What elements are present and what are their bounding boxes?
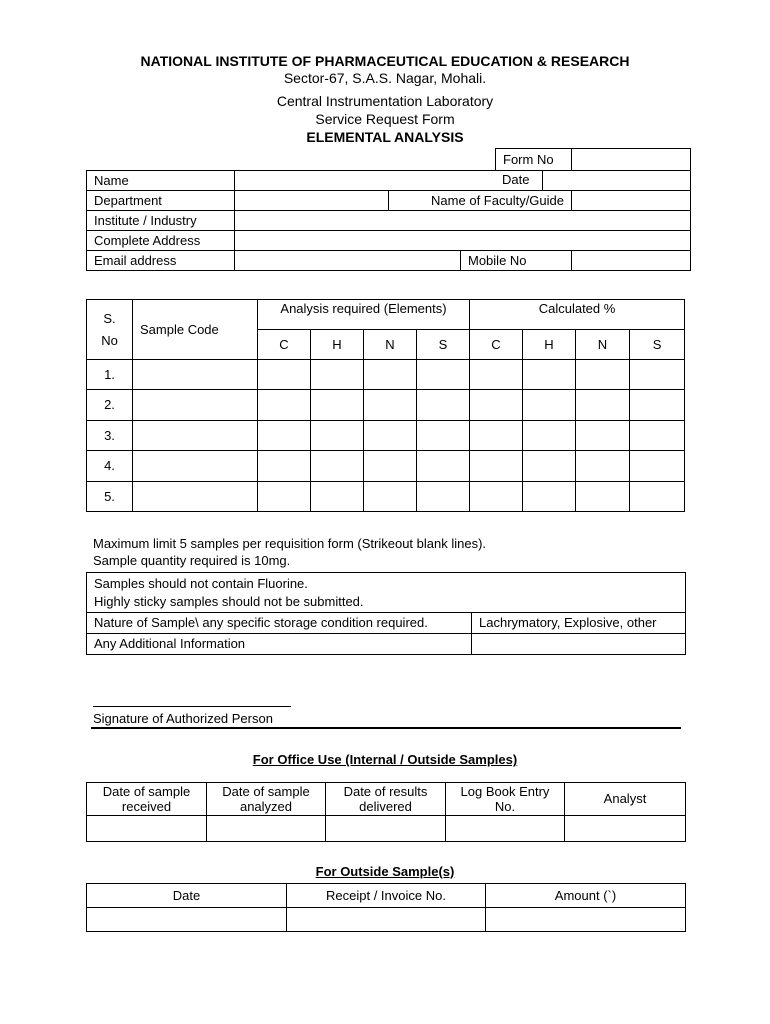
mobile-label: Mobile No: [461, 251, 572, 271]
address-field[interactable]: [235, 231, 691, 251]
sticky-note: Highly sticky samples should not be submitted.: [94, 593, 364, 609]
signature-label: Signature of Authorized Person: [93, 711, 273, 726]
date-field[interactable]: [572, 171, 691, 191]
signature-line: [93, 706, 291, 707]
additional-info-label: Any Additional Information: [87, 634, 472, 655]
row-number: 3.: [87, 421, 133, 451]
name-field[interactable]: [235, 171, 543, 191]
institute-label: Institute / Industry: [87, 211, 235, 231]
amount-header: Amount (`): [486, 884, 686, 908]
element-n-calculated: N: [576, 330, 630, 360]
address-label: Complete Address: [87, 231, 235, 251]
sample-restrictions: [87, 573, 686, 613]
table-row: [87, 360, 685, 390]
row-number: 5.: [87, 482, 133, 512]
table-row: [87, 421, 685, 451]
table-row: [87, 482, 685, 512]
calculated-header: Calculated %: [470, 300, 685, 330]
date-label: Date: [502, 172, 530, 187]
form-no-table: [495, 148, 691, 171]
form-no-field[interactable]: [572, 149, 691, 171]
institute-address: Sector-67, S.A.S. Nagar, Mohali.: [283, 70, 487, 86]
element-c-required: C: [258, 330, 311, 360]
nature-options[interactable]: Lachrymatory, Explosive, other: [472, 613, 686, 634]
office-use-table: [86, 782, 686, 842]
institute-name: NATIONAL INSTITUTE OF PHARMACEUTICAL EDUCATION & RESEARCH: [140, 53, 630, 69]
analyst-header: Analyst: [565, 783, 686, 816]
date-received-header: Date of sample received: [87, 783, 207, 816]
table-row: [87, 451, 685, 482]
element-n-required: N: [364, 330, 417, 360]
department-label: Department: [87, 191, 235, 211]
faculty-label: Name of Faculty/Guide: [389, 191, 572, 211]
sample-code-cell[interactable]: [133, 390, 258, 421]
form-title: ELEMENTAL ANALYSIS: [306, 129, 464, 145]
sample-code-cell[interactable]: [133, 451, 258, 482]
info-table: [86, 170, 691, 271]
mobile-field[interactable]: [572, 251, 691, 271]
log-book-header: Log Book Entry No.: [446, 783, 565, 816]
department-field[interactable]: [235, 191, 389, 211]
date-analyzed-header: Date of sample analyzed: [207, 783, 326, 816]
email-field[interactable]: [235, 251, 461, 271]
additional-info-field[interactable]: [472, 634, 686, 655]
row-number: 1.: [87, 360, 133, 390]
signature-divider: [91, 727, 681, 729]
sno-header: S. No: [87, 300, 133, 360]
outside-samples-table: [86, 883, 686, 932]
row-number: 2.: [87, 390, 133, 421]
name-label: Name: [87, 171, 235, 191]
lab-name: Central Instrumentation Laboratory: [276, 93, 494, 109]
table-row: [87, 816, 686, 842]
quantity-note: Sample quantity required is 10mg.: [93, 553, 291, 568]
office-use-title: For Office Use (Internal / Outside Samples): [252, 752, 518, 767]
element-s-required: S: [417, 330, 470, 360]
date-delivered-header: Date of results delivered: [326, 783, 446, 816]
table-row: [87, 390, 685, 421]
form-no-label: Form No: [496, 149, 572, 171]
email-label: Email address: [87, 251, 235, 271]
fluorine-note: Samples should not contain Fluorine.: [94, 575, 308, 591]
sample-code-cell[interactable]: [133, 482, 258, 512]
sample-code-cell[interactable]: [133, 421, 258, 451]
faculty-field[interactable]: [572, 191, 691, 211]
sample-code-cell[interactable]: [133, 360, 258, 390]
element-s-calculated: S: [630, 330, 685, 360]
element-h-calculated: H: [523, 330, 576, 360]
sample-code-header: Sample Code: [133, 300, 258, 360]
institute-field[interactable]: [235, 211, 691, 231]
outside-samples-title: For Outside Sample(s): [315, 864, 455, 879]
receipt-header: Receipt / Invoice No.: [287, 884, 486, 908]
element-c-calculated: C: [470, 330, 523, 360]
date-header: Date: [87, 884, 287, 908]
element-h-required: H: [311, 330, 364, 360]
analysis-required-header: Analysis required (Elements): [258, 300, 470, 330]
nature-label: Nature of Sample\ any specific storage condition required.: [87, 613, 472, 634]
samples-table: [86, 299, 685, 512]
table-row: [87, 908, 686, 932]
notes-table: [86, 572, 686, 655]
form-name: Service Request Form: [315, 111, 455, 127]
max-limit-note: Maximum limit 5 samples per requisition form (Strikeout blank lines).: [93, 536, 487, 551]
row-number: 4.: [87, 451, 133, 482]
